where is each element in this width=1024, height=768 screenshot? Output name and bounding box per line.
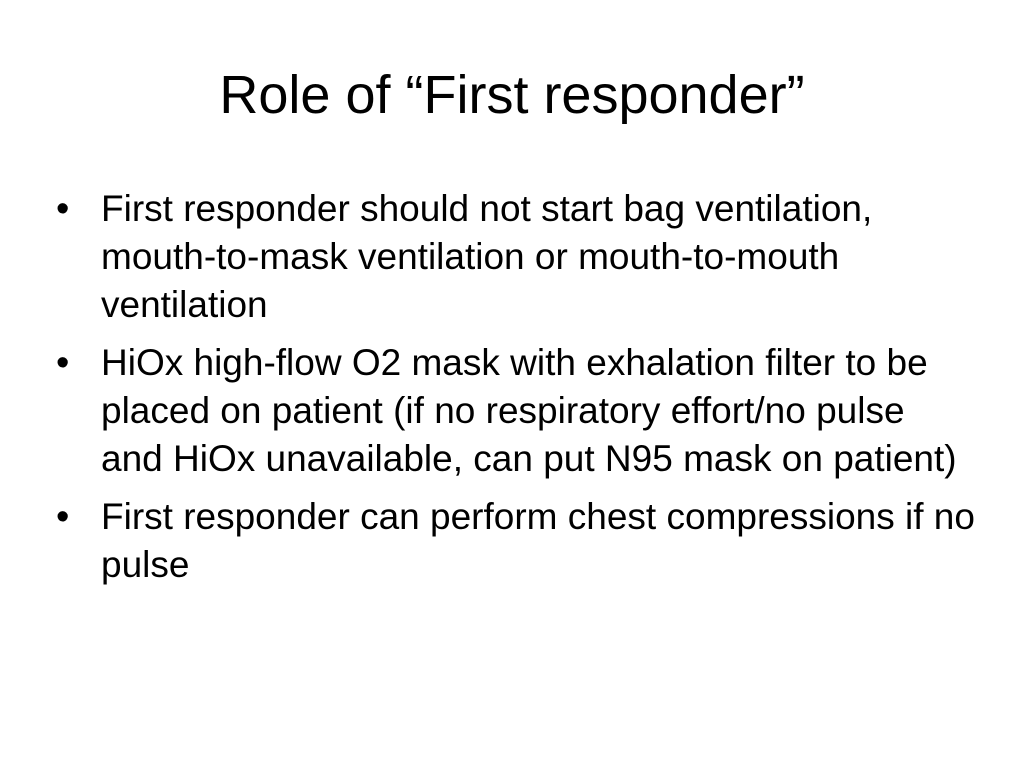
bullet-list bbox=[56, 185, 976, 599]
bullet-item bbox=[56, 493, 976, 589]
bullet-item bbox=[56, 339, 976, 483]
bullet-text: HiOx high-flow O2 mask with exhalation filter to be placed on patient (if no respiratory effort/no pulse and HiOx unavailable, can put N95 mask on patient) bbox=[101, 342, 957, 479]
bullet-icon: • bbox=[56, 342, 70, 384]
bullet-text: First responder should not start bag ventilation, mouth-to-mask ventilation or mouth-to-mouth ventilation bbox=[101, 188, 873, 325]
bullet-text: First responder can perform chest compressions if no pulse bbox=[101, 496, 975, 585]
bullet-icon: • bbox=[56, 496, 70, 538]
bullet-icon: • bbox=[56, 188, 70, 230]
bullet-item bbox=[56, 185, 976, 329]
slide-title: Role of “First responder” bbox=[219, 65, 805, 125]
